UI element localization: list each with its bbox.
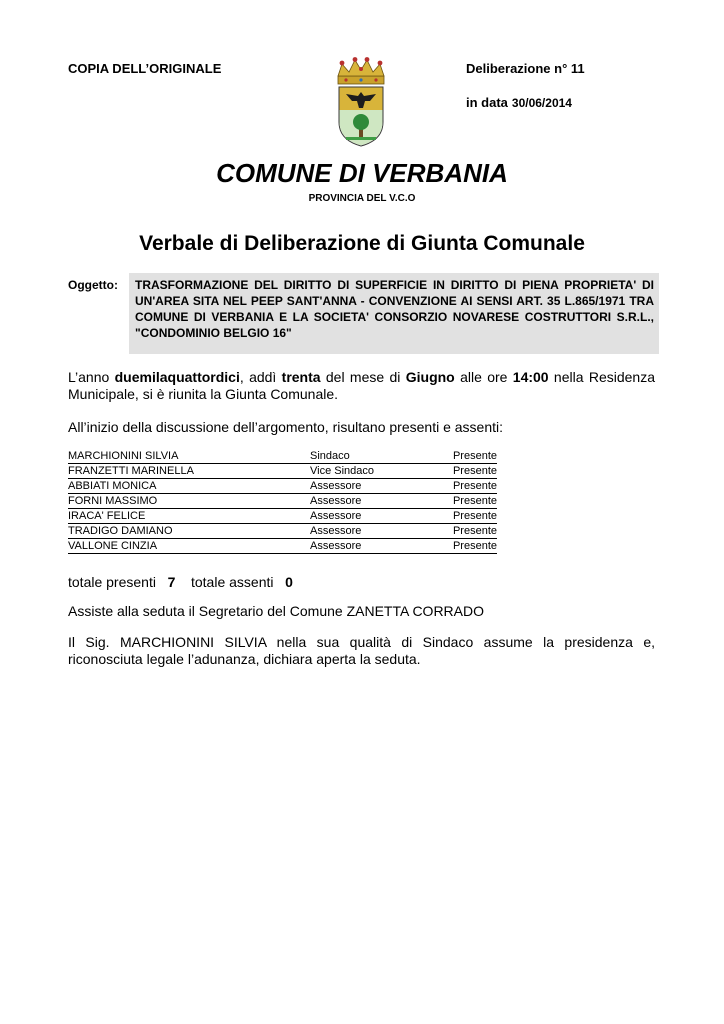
province-subtitle: PROVINCIA DEL V.C.O [308,193,416,204]
member-status: Presente [430,479,497,494]
table-row [68,509,497,524]
subject-label: Oggetto: [68,278,118,292]
member-status: Presente [430,449,497,464]
intro-text: del mese di [320,369,406,385]
attendance-intro: All’inizio della discussione dell’argomento, risultano presenti e assenti: [68,419,504,435]
member-status: Presente [430,494,497,509]
intro-time: 14:00 [512,369,549,385]
member-name: MARCHIONINI SILVIA [68,449,310,464]
subject-text: TRASFORMAZIONE DEL DIRITTO DI SUPERFICIE IN DIRITTO DI PIENA PROPRIETA' DI UN'AREA SITA NEL PEEP SANT'ANNA - CONVENZIONE AI SENSI ART. 35 L.865/1971 TRA COMUNE DI VERBANIA E LA SOCIETA' CONSORZIO NOVARESE COSTRUTTORI S.R.L., "CONDOMINIO BELGIO 16" [129,273,659,354]
intro-text: alle ore [454,369,513,385]
intro-month: Giugno [405,369,455,385]
attendance-totals [68,574,655,591]
table-row [68,494,497,509]
member-role: Assessore [310,539,430,554]
member-role: Assessore [310,494,430,509]
table-row [68,479,497,494]
presidency-statement: Il Sig. MARCHIONINI SILVIA nella sua qualità di Sindaco assume la presidenza e, riconosciuta legale l’adunanza, dichiara aperta la seduta. [68,634,655,667]
date-value: 30/06/2014 [511,96,572,110]
intro-day: trenta [281,369,321,385]
document-title: Verbale di Deliberazione di Giunta Comunale [139,232,585,255]
member-name: FRANZETTI MARINELLA [68,464,310,479]
table-row [68,464,497,479]
member-role: Assessore [310,509,430,524]
table-row [68,524,497,539]
totals-absent-value: 0 [285,574,293,590]
member-name: ABBIATI MONICA [68,479,310,494]
member-name: VALLONE CINZIA [68,539,310,554]
attendance-table [68,449,497,554]
deliberazione-date [466,95,572,110]
copy-label: COPIA DELL’ORIGINALE [68,61,222,76]
member-role: Assessore [310,524,430,539]
member-name: IRACA' FELICE [68,509,310,524]
member-role: Vice Sindaco [310,464,430,479]
date-label: in data [466,95,508,110]
totals-present-label: totale presenti [68,574,156,590]
member-name: TRADIGO DAMIANO [68,524,310,539]
table-row [68,539,497,554]
member-name: FORNI MASSIMO [68,494,310,509]
member-status: Presente [430,464,497,479]
totals-absent-label: totale assenti [190,574,274,590]
meeting-intro [68,369,655,403]
table-row [68,449,497,464]
totals-present-value: 7 [167,574,176,590]
coat-of-arms-icon [332,56,390,148]
member-status: Presente [430,524,497,539]
intro-year: duemilaquattordici [114,369,240,385]
member-role: Assessore [310,479,430,494]
intro-text: , addì [239,369,282,385]
member-status: Presente [430,509,497,524]
deliberazione-number: Deliberazione n° 11 [466,61,585,76]
member-role: Sindaco [310,449,430,464]
intro-text: nella Residenza Municipale, si è riunita la Giunta Comunale. [68,369,655,402]
member-status: Presente [430,539,497,554]
intro-text: L’anno [68,369,115,385]
secretary-statement: Assiste alla seduta il Segretario del Comune ZANETTA CORRADO [68,603,485,619]
municipality-title: COMUNE DI VERBANIA [216,158,508,188]
